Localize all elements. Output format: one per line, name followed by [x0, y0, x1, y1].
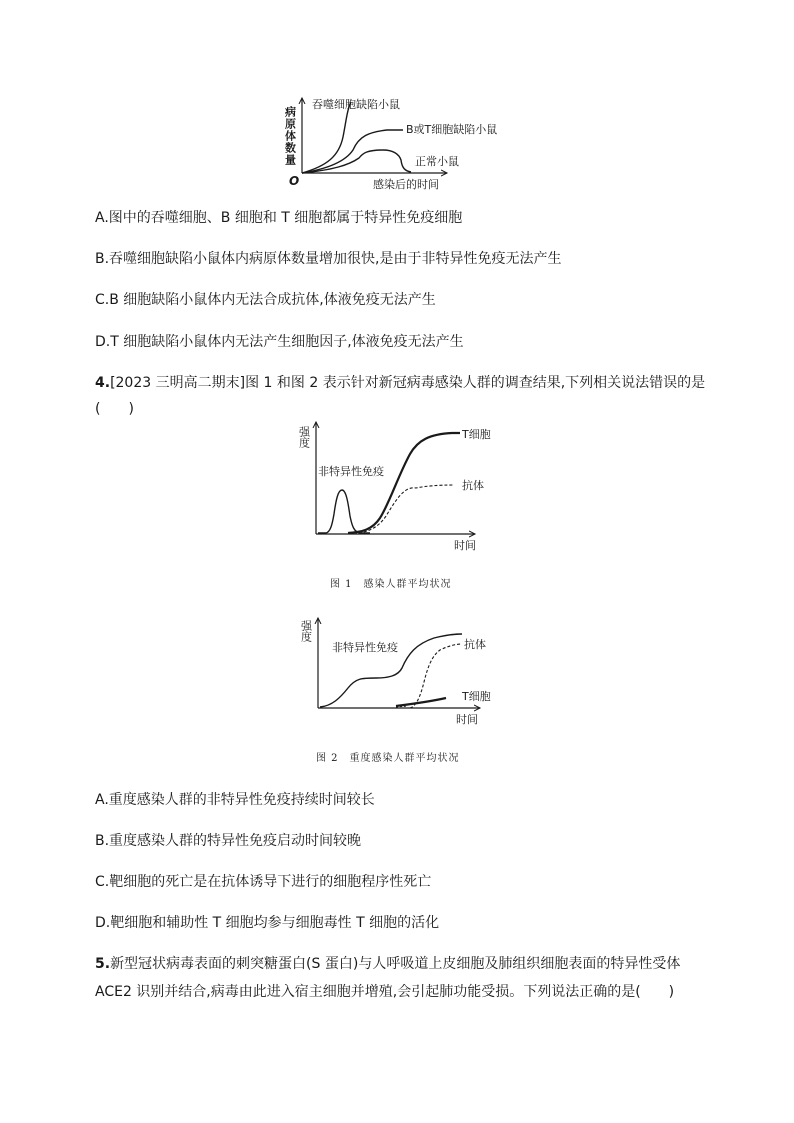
label-phagocyte-deficient: 吞噬细胞缺陷小鼠	[312, 98, 400, 111]
y-axis-label: 强度	[297, 426, 311, 448]
curve-t-cell	[396, 698, 446, 706]
q4-option-a: A.重度感染人群的非特异性免疫持续时间较长	[95, 792, 375, 808]
curve-bt-deficient	[302, 130, 403, 173]
q3-option-c: C.B 细胞缺陷小鼠体内无法合成抗体,体液免疫无法产生	[95, 292, 436, 308]
q4-source: [2023 三明高二期末]	[110, 375, 246, 391]
q4-number: 4.	[95, 375, 111, 391]
label-nonspecific-immunity: 非特异性免疫	[332, 641, 398, 654]
label-normal: 正常小鼠	[415, 155, 459, 168]
label-bt-deficient: B或T细胞缺陷小鼠	[406, 123, 498, 136]
q5-stem-line1	[95, 954, 680, 974]
figure-1-caption: 图 1 感染人群平均状况	[330, 579, 452, 590]
q5-stem-text-1: 新型冠状病毒表面的刺突糖蛋白(S 蛋白)与人呼吸道上皮细胞及肺组织细胞表面的特异性受体	[110, 956, 681, 972]
q5-number: 5.	[95, 956, 111, 972]
label-antibody: 抗体	[464, 638, 486, 651]
q4-option-b: B.重度感染人群的特异性免疫启动时间较晚	[95, 833, 362, 849]
q3-option-d: D.T 细胞缺陷小鼠体内无法产生细胞因子,体液免疫无法产生	[95, 334, 464, 350]
q4-stem-text: 图 1 和图 2 表示针对新冠病毒感染人群的调查结果,下列相关说法错误的是	[245, 375, 706, 391]
curve-phagocyte-deficient	[302, 102, 351, 173]
label-nonspecific-immunity: 非特异性免疫	[318, 465, 384, 478]
q4-stem	[95, 373, 705, 393]
figure-2-caption: 图 2 重度感染人群平均状况	[316, 753, 460, 764]
q4-option-c: C.靶细胞的死亡是在抗体诱导下进行的细胞程序性死亡	[95, 874, 432, 890]
x-axis-label: 时间	[454, 539, 476, 552]
x-axis-label: 感染后的时间	[373, 178, 439, 191]
curve-nonspecific-immunity	[318, 490, 370, 533]
q3-option-a: A.图中的吞噬细胞、B 细胞和 T 细胞都属于特异性免疫细胞	[95, 210, 463, 226]
q4-option-d: D.靶细胞和辅助性 T 细胞均参与细胞毒性 T 细胞的活化	[95, 915, 440, 931]
label-t-cell: T细胞	[462, 428, 491, 441]
figure-pathogen-curves	[275, 92, 535, 194]
curve-antibody	[410, 644, 462, 708]
x-axis-label: 时间	[456, 713, 478, 726]
curve-t-cell	[348, 433, 460, 533]
chart-figure-2	[290, 616, 510, 728]
q3-option-b: B.吞噬细胞缺陷小鼠体内病原体数量增加很快,是由于非特异性免疫无法产生	[95, 251, 562, 267]
y-axis-label: 病原体数量	[283, 106, 297, 166]
y-axis-label: 强度	[299, 620, 313, 642]
origin-label: O	[289, 174, 300, 188]
q5-stem-line2: ACE2 识别并结合,病毒由此进入宿主细胞并增殖,会引起肺功能受损。下列说法正确的是( )	[95, 984, 675, 1000]
label-t-cell: T细胞	[462, 690, 491, 703]
chart-figure-1	[290, 418, 500, 558]
curve-antibody	[354, 485, 454, 534]
label-antibody: 抗体	[462, 479, 484, 492]
q4-answer-blank: ( )	[95, 401, 134, 417]
